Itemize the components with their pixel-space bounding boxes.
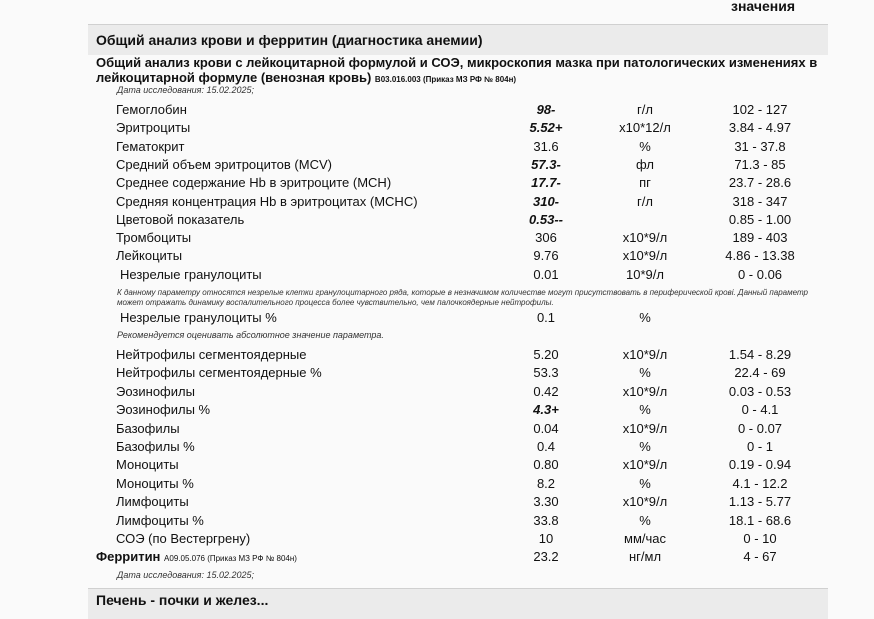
table-row (0, 102, 874, 120)
test-value: 8.2 (536, 475, 556, 491)
test-name: Эозинофилы (116, 383, 195, 399)
test-reference: 0 - 10 (743, 531, 777, 546)
ferritin-date: Дата исследования: 15.02.2025; (117, 570, 255, 580)
test-value: 53.3 (533, 365, 559, 381)
test-value: 0.53-- (529, 211, 563, 227)
test-unit: x10*9/л (622, 457, 668, 473)
table-row (0, 402, 874, 420)
reference-values-header: значения (731, 0, 795, 14)
table-row (0, 457, 874, 475)
table-row (0, 194, 874, 212)
test-value: 10 (538, 531, 554, 546)
test-reference: 22.4 - 69 (734, 365, 786, 381)
table-row (0, 157, 874, 175)
test-name: Лимфоциты (116, 494, 189, 510)
test-unit: % (639, 512, 651, 528)
test-reference: 3.84 - 4.97 (728, 120, 792, 136)
section-title: Общий анализ крови и ферритин (диагностика анемии) (96, 32, 483, 48)
test-unit: % (639, 365, 651, 381)
test-value: 3.30 (533, 494, 559, 510)
table-row (0, 139, 874, 157)
test-unit: % (639, 138, 651, 154)
test-value: 31.6 (533, 138, 559, 154)
test-name: Средний объем эритроцитов (MCV) (116, 156, 332, 172)
test-unit: фл (636, 156, 654, 172)
table-row (0, 212, 874, 230)
table-row (0, 310, 874, 328)
test-value: 0.04 (533, 420, 559, 436)
test-name: Нейтрофилы сегментоядерные (116, 347, 307, 362)
test-reference: 23.7 - 28.6 (728, 175, 792, 191)
table-row (0, 513, 874, 531)
test-name: Средняя концентрация Hb в эритроцитах (MCHC) (116, 193, 418, 209)
test-unit: % (639, 439, 651, 454)
test-name: Моноциты (116, 457, 179, 473)
cbc-date: Дата исследования: 15.02.2025; (117, 85, 255, 95)
ferritin-label: Ферритин (96, 549, 161, 564)
test-unit: % (639, 402, 651, 418)
immature-granulocytes-note: К данному параметру относятся незрелые клетки гранулоцитарного ряда, которые в незначимом количестве могут присутствовать в периферической кровi. Данный параметр может отражать динамику воспалительного процесса более чувствительно, чем палочкоядерные нейтрофилы. (117, 288, 808, 307)
test-reference: 4.1 - 12.2 (732, 475, 788, 491)
test-name: Базофилы % (116, 439, 195, 454)
table-row (0, 365, 874, 383)
test-name: Нейтрофилы сегментоядерные % (116, 365, 322, 381)
test-reference: 0 - 0.06 (737, 266, 783, 282)
table-row (0, 248, 874, 266)
cbc-code: B03.016.003 (Приказ МЗ РФ № 804н) (374, 75, 517, 84)
test-name: Лимфоциты % (116, 512, 204, 528)
test-name: Лейкоциты (116, 248, 183, 264)
table-row (0, 175, 874, 193)
test-value: 310- (532, 193, 560, 209)
test-value: 0.4 (536, 439, 556, 454)
test-unit: % (639, 475, 651, 491)
test-reference: 0 - 4.1 (741, 402, 779, 418)
test-name: Тромбоциты (116, 230, 192, 246)
cbc-title-text: лейкоцитарной формуле (венозная кровь) (96, 70, 372, 85)
table-row (0, 494, 874, 512)
test-value: 57.3- (531, 156, 561, 172)
test-reference: 31 - 37.8 (734, 138, 786, 154)
test-reference: 0 - 0.07 (737, 420, 783, 436)
table-row (0, 421, 874, 439)
ferritin-code: A09.05.076 (Приказ МЗ РФ № 804н) (164, 554, 297, 563)
test-unit: x10*9/л (622, 494, 668, 510)
test-unit: x10*12/л (619, 120, 671, 136)
ferritin-name (96, 549, 297, 564)
table-row (0, 120, 874, 138)
test-name: Эозинофилы % (116, 402, 211, 418)
test-value: 17.7- (531, 175, 561, 191)
test-reference: 189 - 403 (732, 230, 788, 246)
test-unit: x10*9/л (622, 383, 668, 399)
test-unit: x10*9/л (622, 347, 668, 362)
test-reference: 18.1 - 68.6 (728, 512, 792, 528)
test-name: Базофилы (116, 420, 180, 436)
test-name: Моноциты % (116, 475, 194, 491)
test-value: 0.1 (536, 310, 556, 325)
test-reference: 0.85 - 1.00 (728, 211, 792, 227)
test-value: 5.20 (533, 347, 559, 362)
test-unit: x10*9/л (622, 248, 668, 264)
test-name: Гемоглобин (116, 102, 187, 117)
table-row (0, 384, 874, 402)
ferritin-unit: нг/мл (628, 549, 662, 564)
test-unit: г/л (637, 102, 653, 117)
test-reference: 71.3 - 85 (734, 156, 786, 172)
table-row (0, 347, 874, 365)
test-value: 9.76 (533, 248, 559, 264)
table-row (0, 230, 874, 248)
test-unit: 10*9/л (626, 266, 664, 282)
test-name: Цветовой показатель (116, 211, 245, 227)
test-unit: % (639, 310, 651, 325)
test-reference: 102 - 127 (732, 102, 788, 117)
test-reference: 1.13 - 5.77 (728, 494, 792, 510)
test-value: 98- (536, 102, 556, 117)
test-value: 0.01 (533, 266, 559, 282)
test-unit: x10*9/л (622, 420, 668, 436)
test-reference: 4.86 - 13.38 (725, 248, 795, 264)
test-name: Незрелые гранулоциты (120, 266, 262, 282)
test-value: 306 (535, 230, 557, 246)
test-reference: 1.54 - 8.29 (728, 347, 792, 362)
test-unit: мм/час (624, 531, 666, 546)
table-row (0, 267, 874, 285)
test-name: Гематокрит (116, 138, 185, 154)
test-name: Эритроциты (116, 120, 191, 136)
cbc-title-line2 (96, 70, 516, 85)
test-reference: 0.19 - 0.94 (728, 457, 792, 473)
test-reference: 0 - 1 (746, 439, 773, 454)
test-value: 33.8 (533, 512, 559, 528)
ferritin-value: 23.2 (533, 549, 559, 564)
test-value: 5.52+ (529, 120, 563, 136)
test-name: Среднее содержание Hb в эритроците (MCH) (116, 175, 392, 191)
table-row (0, 476, 874, 494)
test-unit: пг (639, 175, 651, 191)
ferritin-row (0, 549, 874, 567)
immature-percent-note: Рекомендуется оценивать абсолютное значение параметра. (117, 330, 384, 340)
table-row (0, 439, 874, 457)
next-section-title: Печень - почки и желез... (96, 592, 269, 608)
test-value: 0.80 (533, 457, 559, 473)
test-value: 0.42 (533, 383, 559, 399)
ferritin-reference: 4 - 67 (743, 549, 777, 564)
test-name: Незрелые гранулоциты % (120, 310, 277, 325)
test-reference: 0.03 - 0.53 (728, 383, 792, 399)
cbc-title-line1: Общий анализ крови с лейкоцитарной формулой и СОЭ, микроскопия мазка при патологических изменениях в (96, 55, 818, 70)
test-value: 4.3+ (533, 402, 559, 418)
table-row (0, 531, 874, 549)
test-unit: x10*9/л (622, 230, 668, 246)
test-name: СОЭ (по Вестергрену) (116, 531, 251, 546)
test-unit: г/л (637, 193, 653, 209)
test-reference: 318 - 347 (732, 193, 788, 209)
